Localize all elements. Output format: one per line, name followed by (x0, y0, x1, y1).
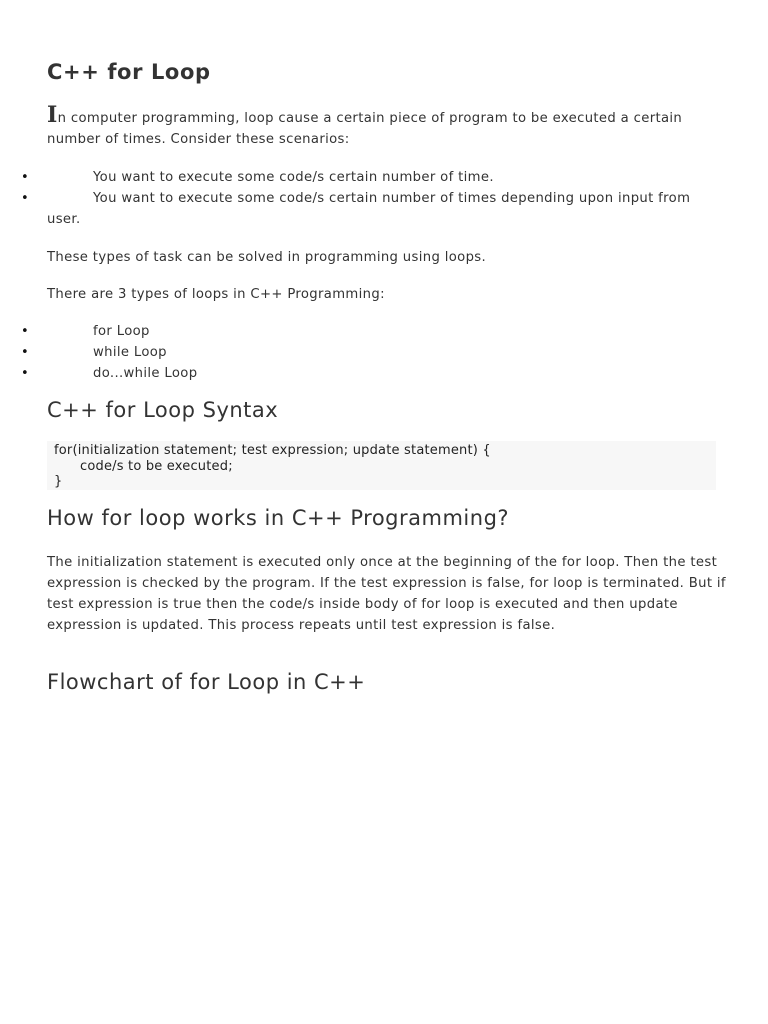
how-heading: How for loop works in C++ Programming? (47, 506, 510, 530)
list-item (0, 167, 740, 188)
how-paragraph: The initialization statement is executed only once at the beginning of the for loop. Then the test expression is checked by the program. If the test expression is false, for loop is terminated. But if test expression is true then the code/s inside body of for loop is executed and then update expression is updated. This process repeats until test expression is false. (47, 555, 726, 633)
bullet-icon: • (21, 345, 30, 360)
loop-type-text: for Loop (93, 324, 150, 339)
types-intro-paragraph: There are 3 types of loops in C++ Programming: (47, 287, 385, 302)
syntax-code-block: for(initialization statement; test expression; update statement) { code/s to be executed; } (47, 441, 716, 490)
scenario-list (0, 167, 740, 230)
loop-type-text: while Loop (93, 345, 167, 360)
bullet-icon: • (21, 324, 30, 339)
page-title: C++ for Loop (47, 60, 211, 84)
scenario-text: You want to execute some code/s certain number of time. (93, 170, 494, 185)
loop-type-text: do...while Loop (93, 366, 198, 381)
intro-text: n computer programming, loop cause a certain piece of program to be executed a certain number of times. Consider these scenarios: (47, 111, 683, 147)
syntax-heading: C++ for Loop Syntax (47, 398, 279, 422)
solved-paragraph: These types of task can be solved in programming using loops. (47, 250, 487, 265)
loop-types-list (0, 321, 740, 384)
scenario-text: You want to execute some code/s certain number of times depending upon input from user. (47, 191, 691, 227)
bullet-icon: • (21, 170, 30, 185)
list-item (0, 188, 740, 230)
bullet-icon: • (21, 366, 30, 381)
list-item (0, 363, 740, 384)
drop-cap: I (47, 102, 58, 128)
list-item (0, 342, 740, 363)
intro-paragraph (47, 104, 727, 150)
bullet-icon: • (21, 191, 30, 206)
list-item (0, 321, 740, 342)
flowchart-heading: Flowchart of for Loop in C++ (47, 670, 366, 694)
